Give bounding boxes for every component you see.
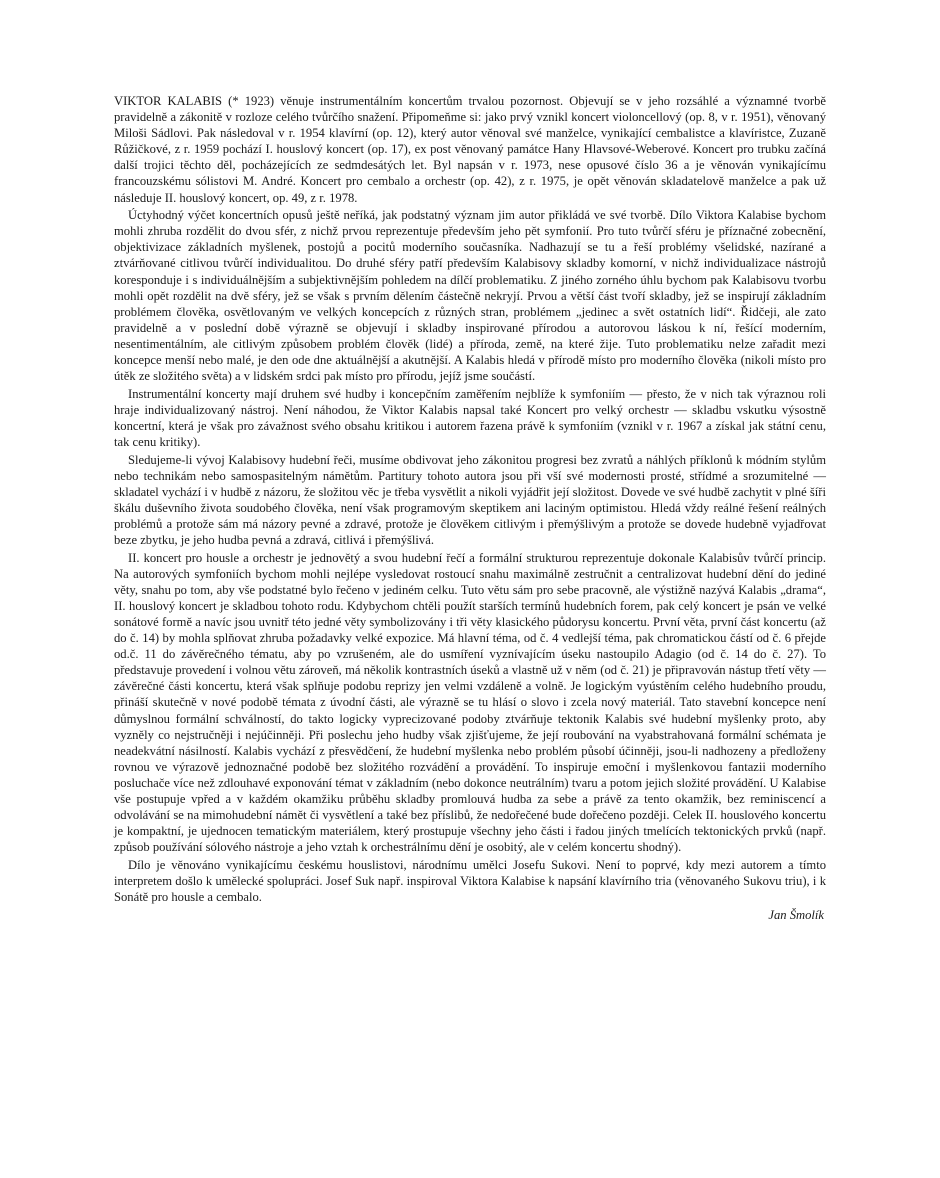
paragraph-second-violin-concerto: II. koncert pro housle a orchestr je jednovětý a svou hudební řečí a formální strukturou reprezentuje dokonale Kalabisův tvůrčí princip. Na autorových symfoniích bychom mohli nejlépe vysledovat rostoucí snahu maximálně zestručnit a centralizovat hudební dění do jediné věty, snahu po tom, aby vše podstatné bylo řečeno v jediném celku. Tuto větu sám pro sebe pracovně, ale výstižně nazývá Kalabis „drama“, II. houslový koncert je skladbou tohoto rodu. Kdybychom chtěli použít starších termínů hudebních forem, pak celý koncert je psán ve velké sonátové formě a navíc jsou uvnitř této jedné věty symbolizovány i tři věty klasického půdorysu koncertu. První věta, první část koncertu (až do č. 14) by mohla splňovat zhruba požadavky velké expozice. Má hlavní téma, od č. 4 vedlejší téma, pak chromatickou částí od č. 6 přejde od.č. 11 do závěrečného tématu, aby po vzrušeném, ale do usmíření vyznívajícím úseku nastoupilo Adagio (od č. 14 do č. 27). To představuje provedení i volnou větu zároveň, má několik kontrastních úseků a vlastně už v něm (od č. 21) je připravován nástup třetí věty — závěrečné části koncertu, která však splňuje podobu reprizy jen velmi vzdáleně a volně. Je logickým vyústěním celého hudebního proudu, přináší skutečně v nové podobě témata z úvodní části, ale výrazně se tu hlásí o slovo i zcela nový materiál. Tato stavební koncepce není důmyslnou formální schválností, do takto logicky vyprecizované podoby ztvárňuje tektonik Kalabis své hudební myšlenky proto, aby vyzněly co nejstručněji i nejúčinněji. Při poslechu jeho hudby však zjišťujeme, že její roubování na vyabstrahovaná formální schémata je neadekvátní násilností. Kalabis vychází z přesvědčení, že hudební myšlenka nebo problém působí účinněji, jsou-li nadhozeny a předloženy rovnou ve výrazově jednoznačné podobě bez složitého rozvádění a provádění. To inspiruje emoční i myšlenkovou fantazii moderního posluchače více než zdlouhavé exponování témat v základním (nebo dokonce neutrálním) tvaru a potom jejich složité provádění. U Kalabise vše postupuje vpřed a v každém okamžiku průběhu skladby promlouvá hudba za sebe a právě za tento okamžik, bez reminiscencí a odvolávání se na mimohudební námět či vysvětlení a také bez příslibů, že nedořečené bude dořečeno později. Celek II. houslového koncertu je kompaktní, je ujednocen tematickým materiálem, který prostupuje všechny jeho části i řadou jiných tmelících tektonických prvků (např. způsob používání sólového nástroje a jeho vztah k orchestrálnímu dění je osobitý, ale v celém koncertu shodný). [114,550,826,855]
paragraph-dedication: Dílo je věnováno vynikajícímu českému houslistovi, národnímu umělci Josefu Sukovi. Není to poprvé, kdy mezi autorem a tímto interpretem došlo k umělecké spolupráci. Josef Suk např. inspiroval Viktora Kalabise k napsání klavírního tria (věnovaného Sukovu triu), i k Sonátě pro housle a cembalo. [114,857,826,905]
author-signature: Jan Šmolík [768,908,824,923]
paragraph-musical-language: Sledujeme-li vývoj Kalabisovy hudební řeči, musíme obdivovat jeho zákonitou progresi bez zvratů a náhlých příklonů k módním stylům nebo technikám nebo samospasitelným námětům. Partitury tohoto autora jsou při vší své modernosti prosté, střídmé a srozumitelné — skladatel vychází i v hudbě z názoru, že složitou věc je třeba vysvětlit a nikoli vyjádřit její složitost. Dovede ve své hudbě zachytit v plné šíři škálu duševního života soudobého člověka, není však programovým skeptikem ani laciným optimistou. Hledá vždy reálné řešení reálných problémů a protože sám má názory pevné a zdravé, protože je člověkem citlivým i přemýšlivým a protože se dovede hudebně vyjadřovat beze zbytku, je jeho hudba pevná a zdravá, citlivá i přemýšlivá. [114,452,826,548]
paragraph-overview: Úctyhodný výčet koncertních opusů ještě neříká, jak podstatný význam jim autor přikládá ve své tvorbě. Dílo Viktora Kalabise bychom mohli zhruba rozdělit do dvou sfér, z nichž prvou reprezentuje především jeho pět symfonií. Pro tuto tvůrčí sféru je příznačné zobecnění, objektivizace základních myšlenek, postojů a pocitů moderního současníka. Nadhazují se tu a řeší problémy všelidské, nazírané a ztvárňované citlivou tvůrčí individualitou. Do druhé sféry patří především Kalabisovy skladby komorní, v nichž individualizace nástrojů koresponduje i s individuálnějším a subjektivnějším pohledem na dílčí problematiku. Z jiného zorného úhlu bychom pak Kalabisovu tvorbu mohli opět rozdělit na dvě sféry, jež se však s prvním dělením částečně nekryjí. Prvou a větší část tvoří skladby, jež se inspirují základním problémem člověka, osvětlovaným ve velkých koncepcích z různých stran, problémem „jedinec a svět ostatních lidí“. Řidčeji, ale zato pravidelně a v poslední době výrazně se objevují i skladby inspirované přírodou a autorovou láskou k ní, řešící moderním, nesentimentálním, ale citlivým způsobem problém člověk (lidé) a příroda, země, na které žije. Tuto problematiku nelze zařadit mezi koncepce menší nebo malé, je den ode dne aktuálnější a akutnější. A Kalabis hledá v přírodě místo pro moderního člověka (nikoli místo pro útěk ze složitého světa) a v lidském srdci pak místo pro přírodu, jejíž jsme součástí. [114,208,826,384]
paragraph-intro: VIKTOR KALABIS (* 1923) věnuje instrumentálním koncertům trvalou pozornost. Objevují se v jeho rozsáhlé a významné tvorbě pravidelně a zákonitě v rozloze celého tvůrčího snažení. Připomeňme si: jako prvý vznikl koncert violoncellový (op. 8, v r. 1951), věnovaný Miloši Sádlovi. Pak následoval v r. 1954 klavírní (op. 12), který autor věnoval své manželce, vynikající cembalistce a klavíristce, Zuzaně Růžičkové, z r. 1959 pochází I. houslový koncert (op. 17), ex post věnovaný památce Hany Hlavsové-Weberové. Koncert pro trubku začíná další trojici těchto děl, pocházejících ze sedmdesátých let. Byl napsán v r. 1973, nese opusové číslo 36 a je věnován vynikajícímu francouzskému sólistovi M. André. Koncert pro cembalo a orchestr (op. 42), z r. 1975, je opět věnován skladatelově manželce a pak už následuje II. houslový koncert, op. 49, z r. 1978. [114,94,826,205]
paragraph-concertos: Instrumentální koncerty mají druhem své hudby i koncepčním zaměřením nejblíže k symfoniím — přesto, že v nich tak výraznou roli hraje individualizovaný nástroj. Není náhodou, že Viktor Kalabis napsal také Koncert pro velký orchestr — skladbu vskutku výsostně koncertní, která je však pro závažnost svého obsahu kritikou i autorem řazena právě k symfoniím (vznikl v r. 1967 a získal jak státní cenu, tak cenu kritiky). [114,386,826,449]
article [114,93,826,923]
